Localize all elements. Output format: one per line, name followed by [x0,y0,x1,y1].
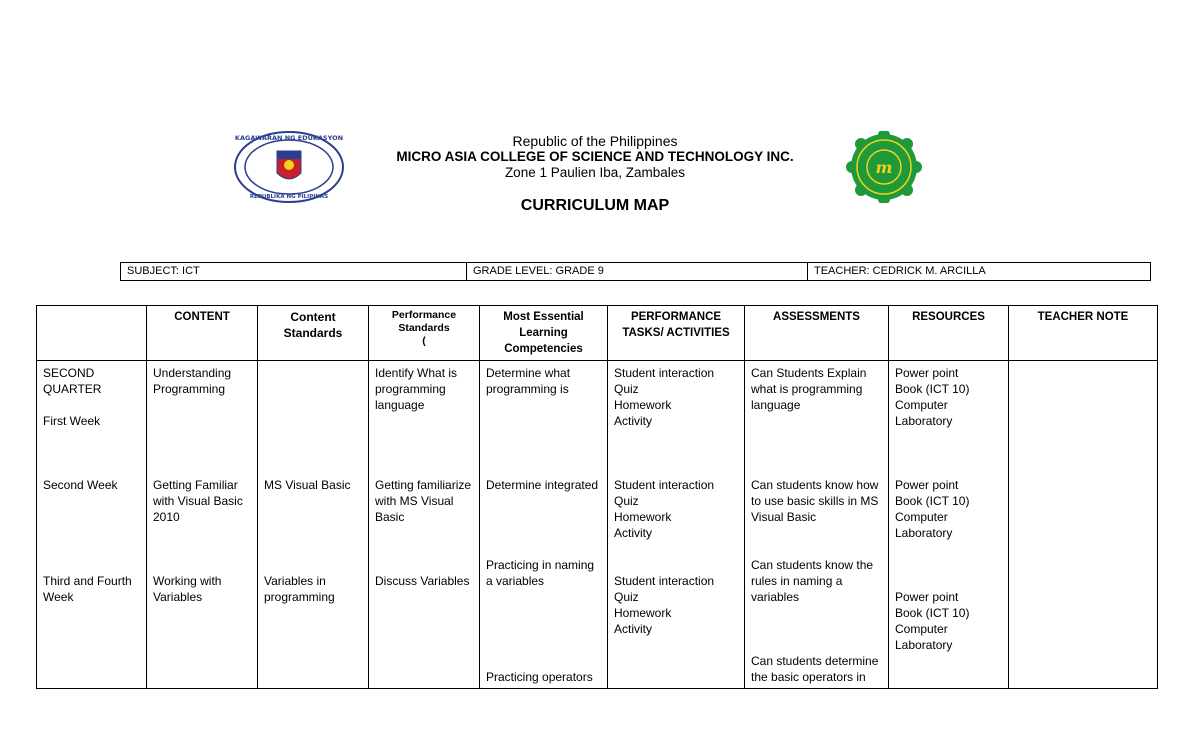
cell-line: Book (ICT 10) [895,606,970,620]
cell-line: variables [751,590,800,604]
subject-cell: SUBJECT: ICT [121,263,467,281]
cell-line [751,429,882,445]
cell-line [264,525,362,541]
deped-seal [233,131,345,203]
cell-line [486,605,601,621]
cell-line: Determine integrated [486,478,599,492]
cell-line [751,461,882,477]
cell-line: Activity [614,622,653,636]
cell-line [895,445,1002,461]
cell-line [486,413,601,429]
cell-line: what is programming [751,382,863,396]
column-header-performance-tasks: PERFORMANCE TASKS/ ACTIVITIES [608,306,745,361]
cell-line [751,445,882,461]
cell-line [153,461,251,477]
cell-line [264,365,362,381]
cell-line: with MS Visual [375,494,454,508]
school-header [380,133,810,181]
svg-text:m: m [875,158,893,177]
cell-line: Quiz [614,382,639,396]
cell-line [486,429,601,445]
cell-line: Laboratory [895,414,953,428]
cell-line [614,445,738,461]
cell-performance-standards [369,361,480,689]
cell-line: Can Students Explain [751,366,867,380]
cell-line: programming is [486,382,569,396]
cell-line [614,429,738,445]
cell-line [153,397,251,413]
cell-line: the basic operators in [751,670,866,684]
cell-line: rules in naming a [751,574,843,588]
cell-line: SECOND [43,366,95,380]
cell-line: Programming [153,382,226,396]
cell-line: Book (ICT 10) [895,382,970,396]
table-row [37,361,1158,689]
cell-line: Power point [895,478,959,492]
cell-line [486,621,601,637]
cell-line [486,493,601,509]
table-header-row [37,306,1158,361]
cell-line [264,461,362,477]
cell-line [264,381,362,397]
cell-line [751,637,882,653]
cell-line [43,429,140,445]
cell-line [751,525,882,541]
cell-line: Computer [895,622,948,636]
school-name: MICRO ASIA COLLEGE OF SCIENCE AND TECHNOLOGY INC. [396,149,794,164]
cell-line [751,605,882,621]
cell-line [264,509,362,525]
cell-line: Understanding [153,366,232,380]
cell-line [751,621,882,637]
cell-line [895,429,1002,445]
cell-line [153,557,251,573]
cell-line [895,573,1002,589]
cell-line: Laboratory [895,638,953,652]
cell-line [375,413,473,429]
cell-line: programming [375,382,446,396]
cell-line [486,397,601,413]
column-header-period [37,306,147,361]
cell-line: Student interaction [614,478,715,492]
cell-line [43,509,140,525]
cell-line [43,461,140,477]
school-address: Zone 1 Paulien Iba, Zambales [504,165,686,180]
cell-line: language [375,398,425,412]
cell-line [153,413,251,429]
cell-line [375,445,473,461]
svg-text:REPUBLIKA NG PILIPINAS: REPUBLIKA NG PILIPINAS [249,194,329,200]
cell-line [486,461,601,477]
cell-performance-tasks [608,361,745,689]
cell-line: Second Week [43,478,118,492]
cell-line: Laboratory [895,526,953,540]
cell-line: to use basic skills in MS [751,494,879,508]
cell-assessments [745,361,889,689]
cell-line [614,461,738,477]
cell-resources [889,361,1009,689]
column-header-assessments: ASSESSMENTS [745,306,889,361]
cell-line: Variables in [264,574,326,588]
cell-line: Discuss Variables [375,574,470,588]
cell-line: Visual Basic [751,510,817,524]
cell-line: a variables [486,574,545,588]
cell-line: Practicing in naming [486,558,595,572]
cell-line [895,461,1002,477]
cell-line: Third and Fourth [43,574,132,588]
cell-line: Practicing operators [486,670,593,684]
cell-content-standards [258,361,369,689]
cell-line [751,413,882,429]
column-header-resources: RESOURCES [889,306,1009,361]
cell-line [486,637,601,653]
column-header-performance-standards: Performance Standards ( [369,306,480,361]
cell-line: Getting familiarize [375,478,472,492]
cell-line [264,445,362,461]
cell-line: Student interaction [614,574,715,588]
cell-line [375,541,473,557]
cell-line [43,397,140,413]
republic-line: Republic of the Philippines [512,133,678,149]
cell-line [375,525,473,541]
cell-line [486,653,601,669]
column-header-content-standards: Content Standards [258,306,369,361]
cell-line [895,541,1002,557]
cell-line [43,557,140,573]
grade-level-cell: GRADE LEVEL: GRADE 9 [467,263,808,281]
cell-line: Week [43,590,74,604]
cell-line [264,429,362,445]
cell-line [375,461,473,477]
cell-content [147,361,258,689]
cell-line [486,541,601,557]
cell-line: with Visual Basic [153,494,243,508]
cell-line: Computer [895,510,948,524]
cell-line: Student interaction [614,366,715,380]
cell-line [264,493,362,509]
cell-line: Computer [895,398,948,412]
curriculum-map-table [36,305,1158,689]
cell-line: Power point [895,366,959,380]
cell-line: language [751,398,801,412]
svg-text:KAGAWARAN NG EDUKASYON: KAGAWARAN NG EDUKASYON [234,134,344,142]
cell-line [375,429,473,445]
cell-melc [480,361,608,689]
cell-line [43,493,140,509]
cell-line: Homework [614,510,672,524]
cell-line: Activity [614,526,653,540]
cell-line [751,541,882,557]
cell-line: Basic [375,510,405,524]
cell-line [153,525,251,541]
cell-line [895,557,1002,573]
cell-line: Power point [895,590,959,604]
column-header-content: CONTENT [147,306,258,361]
cell-line: programming [264,590,335,604]
cell-line: Determine what [486,366,571,380]
cell-line [614,541,738,557]
cell-line: Book (ICT 10) [895,494,970,508]
cell-line [264,557,362,573]
cell-line [43,525,140,541]
cell-line [153,541,251,557]
cell-line [264,413,362,429]
cell-line: 2010 [153,510,180,524]
cell-line: Homework [614,606,672,620]
cell-line [486,509,601,525]
cell-line [486,445,601,461]
cell-line: Variables [153,590,203,604]
info-table [120,262,1151,281]
cell-line: QUARTER [43,382,102,396]
cell-line: Identify What is [375,366,458,380]
teacher-cell: TEACHER: CEDRICK M. ARCILLA [808,263,1151,281]
cell-line [43,445,140,461]
cell-line: Can students know how [751,478,879,492]
cell-line: Can students determine [751,654,879,668]
cell-period [37,361,147,689]
cell-line: Activity [614,414,653,428]
cell-line: Quiz [614,494,639,508]
column-header-teacher-note: TEACHER NOTE [1009,306,1158,361]
cell-line: Quiz [614,590,639,604]
column-header-melc: Most Essential Learning Competencies [480,306,608,361]
cell-line [614,557,738,573]
cell-line [375,557,473,573]
cell-line [486,525,601,541]
cell-line [264,541,362,557]
cell-line: Getting Familiar [153,478,238,492]
cell-line: Working with [153,574,222,588]
cell-line [486,589,601,605]
cell-line [43,541,140,557]
cell-line [153,429,251,445]
cell-line: Homework [614,398,672,412]
cell-line: MS Visual Basic [264,478,351,492]
cell-teacher-note [1009,361,1158,689]
document-title: CURRICULUM MAP [520,197,670,214]
cell-line: First Week [43,414,101,428]
cell-line [153,445,251,461]
school-logo [836,131,932,203]
cell-line [264,397,362,413]
cell-line: Can students know the [751,558,874,572]
